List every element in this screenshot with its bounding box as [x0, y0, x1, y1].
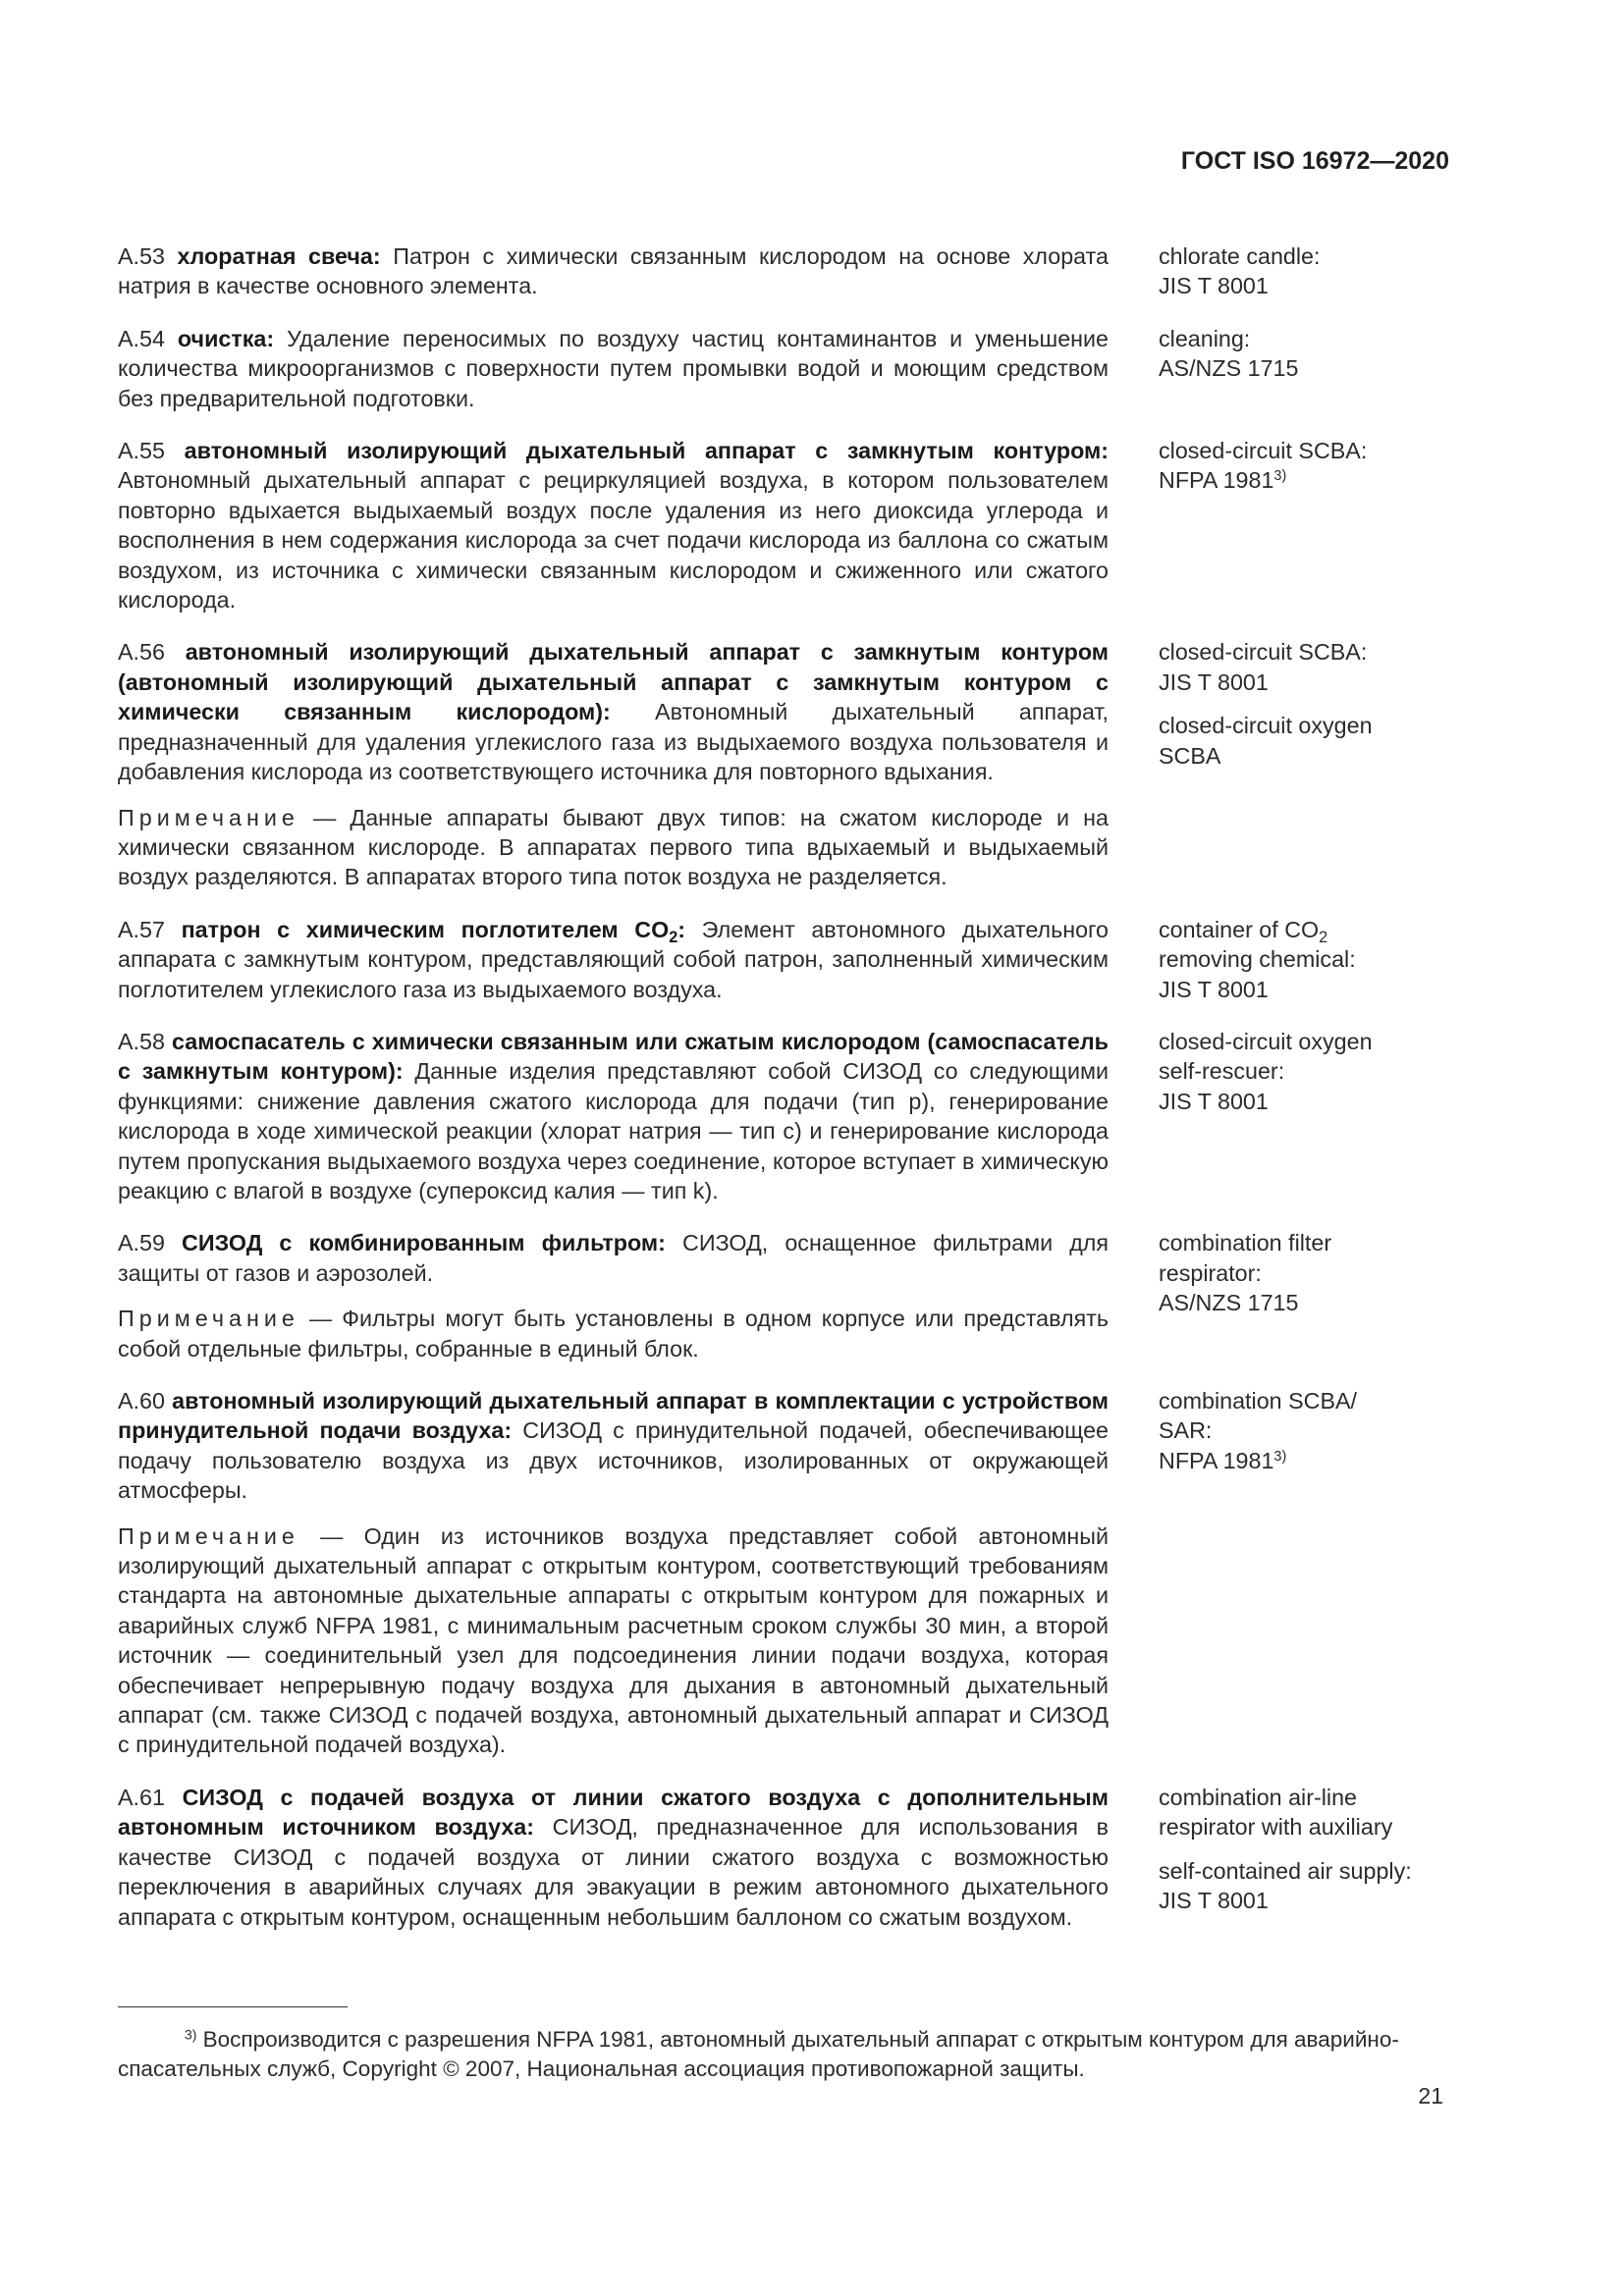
term-number: A.54 [118, 325, 165, 351]
term-number: A.56 [118, 639, 165, 666]
term-name: СИЗОД с подачей воздуха от линии сжатого воздуха с дополнительным автономным источником воздуха: [118, 1784, 1109, 1841]
english-equivalent [1159, 1783, 1434, 1916]
english-equivalent [1159, 1386, 1434, 1475]
document-header: ГОСТ ISO 16972—2020 [1180, 147, 1449, 175]
english-equivalent [1159, 915, 1434, 1004]
subscript: 2 [669, 928, 678, 946]
term-name: очистка: [177, 325, 275, 351]
term-definition [118, 1783, 1109, 1932]
term-number: A.61 [118, 1784, 165, 1810]
footnote-text: Воспроизводится с разрешения NFPA 1981, автономный дыхательный аппарат с открытым контуром для аварийно-спасательных служб, Copyright © 2007, Национальная ассоциация противопожарной защиты. [118, 2027, 1399, 2081]
english-term: chlorate candle: [1159, 243, 1321, 269]
term-name: самоспасатель с химически связанным или сжатым кислородом (самоспасатель с замкнутым контуром): [118, 1028, 1109, 1085]
source-reference: JIS T 8001 [1159, 1088, 1269, 1114]
definition-text: Патрон с химически связанным кислородом на основе хлората натрия в качестве основного элемента. [118, 243, 1109, 299]
english-equivalent [1159, 1228, 1434, 1317]
english-term: closed-circuit oxygen [1159, 1028, 1373, 1054]
page-number: 21 [1418, 2083, 1443, 2109]
term-entry-a53 [118, 241, 1449, 301]
term-definition [118, 324, 1109, 413]
definition-text: Автономный дыхательный аппарат с рециркуляцией воздуха, в котором пользователем повторно вдыхается выдыхаемый воздух после удаления из него диоксида углерода и восполнения в нем содержания кислорода за счет подачи кислорода из баллона со сжатым воздухом, из источника с химически связанным кислородом и сжиженного или сжатого кислорода. [118, 467, 1109, 614]
term-definition [118, 1228, 1109, 1363]
term-entry-a55 [118, 436, 1449, 614]
term-name [181, 916, 686, 946]
note-label: Примечание [118, 1522, 299, 1549]
term-name: СИЗОД с комбинированным фильтром: [182, 1230, 666, 1256]
term-name: автономный изолирующий дыхательный аппарат с замкнутым контуром: [184, 438, 1109, 464]
term-definition [118, 241, 1109, 301]
english-equivalent [1159, 1027, 1434, 1116]
note-label: Примечание [118, 804, 299, 830]
term-name: хлоратная свеча: [177, 243, 381, 269]
term-number: A.57 [118, 916, 165, 942]
english-equivalent [1159, 637, 1434, 771]
definition-text: Автономный дыхательный аппарат, предназначенный для удаления углекислого газа из выдыхаемого воздуха пользователя и добавления кислорода из соответствующего источника для повторного вдыхания. [118, 699, 1109, 785]
term-number: A.55 [118, 438, 165, 464]
footnote [118, 2025, 1449, 2084]
source-reference: JIS T 8001 [1159, 668, 1269, 695]
english-equivalent [1159, 241, 1434, 301]
source-reference: NFPA 1981 [1159, 467, 1274, 494]
term-number: A.53 [118, 243, 165, 269]
note-text: — Данные аппараты бывают двух типов: на сжатом кислороде и на химически связанном кислороде. В аппаратах первого типа вдыхаемый и выдыхаемый воздух разделяются. В аппаратах второго типа поток воздуха не разделяется. [118, 804, 1109, 890]
english-term: container of CO [1159, 916, 1320, 942]
term-entry-a54 [118, 324, 1449, 413]
term-definition [118, 637, 1109, 891]
term-name-end: : [677, 916, 686, 942]
term-definition [118, 915, 1109, 1004]
definition-text: Данные изделия представляют собой СИЗОД со следующими функциями: снижение давления сжатого кислорода для подачи (тип р), генерирование кислорода в ходе химической реакции (хлорат натрия — тип с) и генерирование кислорода путем пропускания выдыхаемого воздуха через соединение, которое вступает в химическую реакцию с влагой в воздухе (супероксид калия — тип k). [118, 1058, 1109, 1203]
definition-text: Удаление переносимых по воздуху частиц контаминантов и уменьшение количества микроорганизмов с поверхности путем промывки водой и моющим средством без предварительной подготовки. [118, 325, 1109, 411]
terms-list [118, 241, 1449, 1954]
source-reference: JIS T 8001 [1159, 976, 1269, 1002]
source-reference: AS/NZS 1715 [1159, 355, 1299, 382]
english-term-cont: self-rescuer: [1159, 1058, 1285, 1085]
term-entry-a60 [118, 1386, 1449, 1760]
term-definition [118, 1386, 1109, 1760]
english-term: combination filter [1159, 1230, 1332, 1256]
english-equivalent [1159, 436, 1434, 496]
term-definition [118, 436, 1109, 614]
definition-text: Элемент автономного дыхательного аппарата с замкнутым контуром, представляющий собой патрон, заполненный химическим поглотителем углекислого газа из выдыхаемого воздуха. [118, 916, 1109, 1002]
term-number: A.60 [118, 1388, 165, 1414]
english-term-cont: respirator with auxiliary [1159, 1814, 1393, 1841]
note [118, 1522, 1109, 1760]
term-definition [118, 1027, 1109, 1205]
english-term: combination air-line [1159, 1784, 1358, 1810]
term-name-text: патрон с химическим поглотителем CO [181, 916, 670, 942]
english-term-cont: SAR: [1159, 1417, 1213, 1444]
english-term: combination SCBA/ [1159, 1388, 1358, 1414]
english-term: closed-circuit SCBA: [1159, 438, 1368, 464]
term-entry-a58 [118, 1027, 1449, 1205]
english-term-cont: removing chemical: [1159, 946, 1356, 973]
footnote-ref: 3) [1273, 468, 1287, 485]
english-term-cont: respirator: [1159, 1259, 1262, 1286]
term-entry-a59 [118, 1228, 1449, 1363]
english-term-alt: closed-circuit oxygen SCBA [1159, 713, 1373, 769]
english-term-alt: self-contained air supply: JIS T 8001 [1159, 1857, 1412, 1914]
footnote-ref: 3) [1273, 1448, 1287, 1465]
term-entry-a56 [118, 637, 1449, 891]
note-label: Примечание [118, 1306, 299, 1332]
source-reference: AS/NZS 1715 [1159, 1290, 1299, 1316]
term-entry-a61 [118, 1783, 1449, 1932]
definition-text: СИЗОД, оснащенное фильтрами для защиты от газов и аэрозолей. [118, 1230, 1109, 1286]
term-name: автономный изолирующий дыхательный аппарат в комплектации с устройством принудительной подачи воздуха: [118, 1388, 1109, 1444]
definition-text: СИЗОД, предназначенное для использования в качестве СИЗОД с подачей воздуха от линии сжатого воздуха с возможностью переключения в аварийных случаях для эвакуации в режим автономного дыхательного аппарата с открытым контуром, оснащенным небольшим баллоном со сжатым воздухом. [118, 1814, 1109, 1930]
note [118, 1304, 1109, 1363]
english-term: cleaning: [1159, 325, 1251, 351]
term-name: автономный изолирующий дыхательный аппарат с замкнутым контуром (автономный изолирующий дыхательный аппарат с замкнутым контуром с химически связанным кислородом): [118, 639, 1109, 725]
note-text: — Один из источников воздуха представляет собой автономный изолирующий дыхательный аппарат с открытым контуром, соответствующий требованиям стандарта на автономные дыхательные аппараты с открытым контуром для пожарных и аварийных служб NFPA 1981, с минимальным расчетным сроком службы 30 мин, а второй источник — соединительный узел для подсоединения линии подачи воздуха, которая обеспечивает непрерывную подачу воздуха для дыхания в автономный дыхательный аппарат (см. также СИЗОД с подачей воздуха, автономный дыхательный аппарат и СИЗОД с принудительной подачей воздуха). [118, 1522, 1109, 1758]
footnote-divider [118, 2006, 348, 2007]
english-equivalent [1159, 324, 1434, 384]
source-reference: JIS T 8001 [1159, 273, 1269, 299]
subscript: 2 [1319, 928, 1328, 946]
note [118, 803, 1109, 892]
footnote-marker: 3) [185, 2026, 197, 2043]
term-number: A.58 [118, 1028, 165, 1054]
source-reference: NFPA 1981 [1159, 1447, 1274, 1473]
english-term: closed-circuit SCBA: [1159, 639, 1368, 666]
definition-text: СИЗОД с принудительной подачей, обеспечивающее подачу пользователю воздуха из двух источников, изолированных от окружающей атмосферы. [118, 1417, 1109, 1504]
term-entry-a57 [118, 915, 1449, 1004]
note-text: — Фильтры могут быть установлены в одном корпусе или представлять собой отдельные фильтры, собранные в единый блок. [118, 1306, 1109, 1362]
term-number: A.59 [118, 1230, 165, 1256]
